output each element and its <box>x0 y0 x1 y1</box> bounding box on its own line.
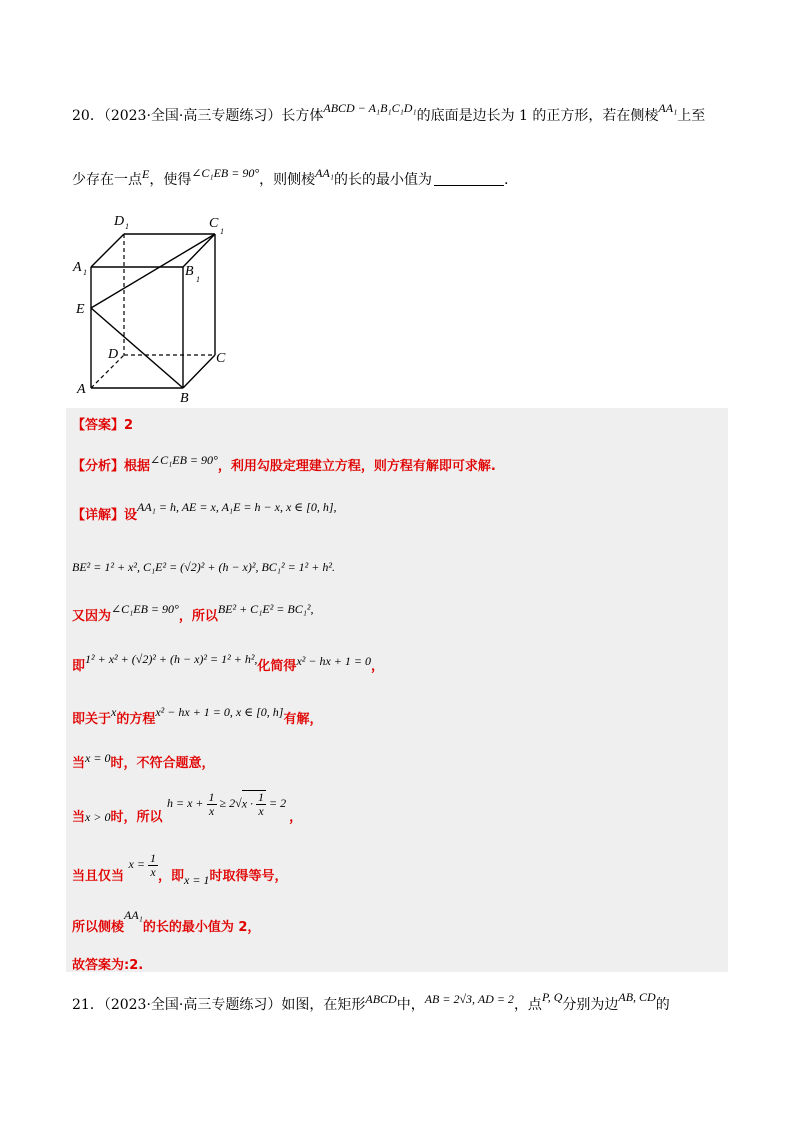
q21-given: AB = 2√3, AD = 2 <box>424 992 514 1006</box>
segment-ec1 <box>91 234 215 308</box>
iff-line <box>72 851 288 888</box>
q20-text: ，则侧棱 <box>259 172 316 188</box>
whenpos-mid: 时，所以 <box>110 809 163 825</box>
frac-num: 1 <box>208 789 215 804</box>
label-c1: C <box>209 216 219 231</box>
iff-formula <box>128 851 158 879</box>
formula-ge: ≥ 2 <box>219 795 236 810</box>
frac-den: x <box>208 803 215 818</box>
sqrt-icon: √ <box>235 795 242 810</box>
simplify-label: 化简得 <box>257 659 297 674</box>
frac-den-3: x <box>150 865 156 879</box>
sqrt-x: x · <box>241 796 254 811</box>
final-line: 故答案为:2. <box>72 958 144 973</box>
whenpos-label: 当 <box>72 809 86 825</box>
about-label: 即关于 <box>72 712 112 727</box>
q21-line <box>72 990 670 1015</box>
q21-text: 中， <box>396 997 425 1013</box>
q20-box-name: ABCD − A₁B₁C₁D₁ <box>323 101 417 115</box>
detail-label: 【详解】设 <box>72 508 138 523</box>
formula-eq: = 2 <box>269 795 287 810</box>
iff-label: 当且仅当 <box>72 869 125 885</box>
label-d1: D <box>114 214 125 229</box>
segment-eb <box>91 308 183 388</box>
whenpos-end: ， <box>289 809 303 825</box>
detail-line <box>72 500 337 523</box>
frac-num-2: 1 <box>258 790 265 804</box>
because-line <box>72 602 314 624</box>
label-a: A <box>77 382 86 397</box>
cuboid-figure <box>66 205 246 405</box>
fraction-1-over-x <box>207 791 217 818</box>
whenpos-formula <box>167 789 289 818</box>
because-label: 又因为 <box>72 609 112 624</box>
min-label: 所以侧棱 <box>72 920 125 935</box>
q21-points: P, Q <box>541 990 563 1004</box>
ie-line <box>72 652 384 674</box>
iff-mid: ，即 <box>157 869 184 885</box>
q21-text: ，点 <box>513 997 542 1013</box>
simplify-end: ， <box>370 659 384 674</box>
solution-box <box>66 408 728 972</box>
iff-rest: 时取得等号， <box>209 869 288 885</box>
when0-math: x = 0 <box>85 751 111 765</box>
q20-edge-2: AA₁ <box>315 166 334 180</box>
iff-x: x = <box>128 857 145 872</box>
analysis-text: ，利用勾股定理建立方程，则方程有解即可求解. <box>217 459 496 474</box>
answer-line: 【答案】2 <box>72 418 134 433</box>
q20-line-2 <box>72 166 509 190</box>
analysis-angle: ∠C₁EB = 90° <box>150 453 218 467</box>
q21-rect: ABCD <box>365 992 397 1006</box>
q20-angle: ∠C₁EB = 90° <box>191 166 260 180</box>
min-rest: 的长的最小值为 2， <box>142 920 261 935</box>
label-b: B <box>180 391 189 405</box>
q20-text: 的底面是边长为 1 的正方形，若在侧棱 <box>416 108 659 124</box>
when0-line <box>72 752 214 771</box>
frac-den-2: x <box>258 804 264 818</box>
about-mid: 的方程 <box>116 712 156 727</box>
edge-a1d1 <box>91 234 124 267</box>
so-math: BE² + C₁E² = BC₁², <box>217 602 314 616</box>
answer-blank <box>434 171 504 186</box>
about-math: x² − hx + 1 = 0, x ∈ [0, h] <box>155 705 284 719</box>
label-c: C <box>216 351 226 366</box>
analysis-line <box>72 455 496 474</box>
q20-text: 上至 <box>677 108 706 124</box>
simplify-math: x² − hx + 1 = 0 <box>296 654 371 668</box>
min-edge: AA₁ <box>124 908 143 922</box>
min-line <box>72 904 261 935</box>
eq1-line <box>72 556 335 575</box>
whenpos-line <box>72 789 303 825</box>
ie-math: 1² + x² + (√2)² + (h − x)² = 1² + h², <box>85 652 258 666</box>
label-b1-sub: 1 <box>196 275 200 284</box>
about-line <box>72 705 323 727</box>
because-angle: ∠C₁EB = 90° <box>111 602 179 616</box>
label-a1: A <box>73 260 82 275</box>
formula-h: h = x + <box>167 795 204 810</box>
so-label: ，所以 <box>178 609 218 624</box>
q21-number: 21． <box>72 997 104 1013</box>
when0-text: 时，不符合题意， <box>110 756 215 771</box>
q21-text: 分别为边 <box>562 997 619 1013</box>
iff-x1: x = 1 <box>184 873 210 888</box>
label-d1-sub: 1 <box>125 222 129 231</box>
when0-label: 当 <box>72 756 86 771</box>
q21-source: （2023·全国·高三专题练习） <box>103 997 282 1013</box>
q20-text: . <box>503 172 509 188</box>
label-d: D <box>108 347 119 362</box>
q21-text: 的 <box>655 997 670 1013</box>
q20-text: 的长的最小值为 <box>333 172 432 188</box>
q20-number: 20． <box>72 108 104 124</box>
frac-num-3: 1 <box>149 851 156 865</box>
edge-bc <box>183 355 215 388</box>
sqrt-body <box>242 790 266 818</box>
detail-math: AA₁ = h, AE = x, A₁E = h − x, x ∈ [0, h], <box>137 500 337 514</box>
about-end: 有解， <box>283 712 323 727</box>
fraction-iff <box>148 852 158 879</box>
label-b1: B <box>185 264 194 279</box>
q20-edge: AA₁ <box>658 101 678 115</box>
q21-text: 如图，在矩形 <box>281 997 366 1013</box>
q20-text: ，使得 <box>149 172 192 188</box>
label-e: E <box>76 302 85 317</box>
analysis-label: 【分析】根据 <box>72 459 151 474</box>
q20-point: E <box>142 167 150 181</box>
label-c1-sub: 1 <box>220 227 224 236</box>
about-x: x <box>111 705 117 719</box>
q20-text: 少存在一点 <box>72 172 142 188</box>
ie-label: 即 <box>72 659 86 674</box>
q20-source: （2023·全国·高三专题练习） <box>103 108 282 124</box>
q21-edges: AB, CD <box>618 990 656 1004</box>
whenpos-math: x > 0 <box>85 809 111 824</box>
fraction-1-over-x-2 <box>256 791 266 818</box>
eq1-math: BE² = 1² + x², C₁E² = (√2)² + (h − x)², BC₁² = 1² + h². <box>72 560 335 574</box>
label-a1-sub: 1 <box>83 268 87 277</box>
q20-line-1 <box>72 101 706 126</box>
q20-text: 长方体 <box>281 108 324 124</box>
